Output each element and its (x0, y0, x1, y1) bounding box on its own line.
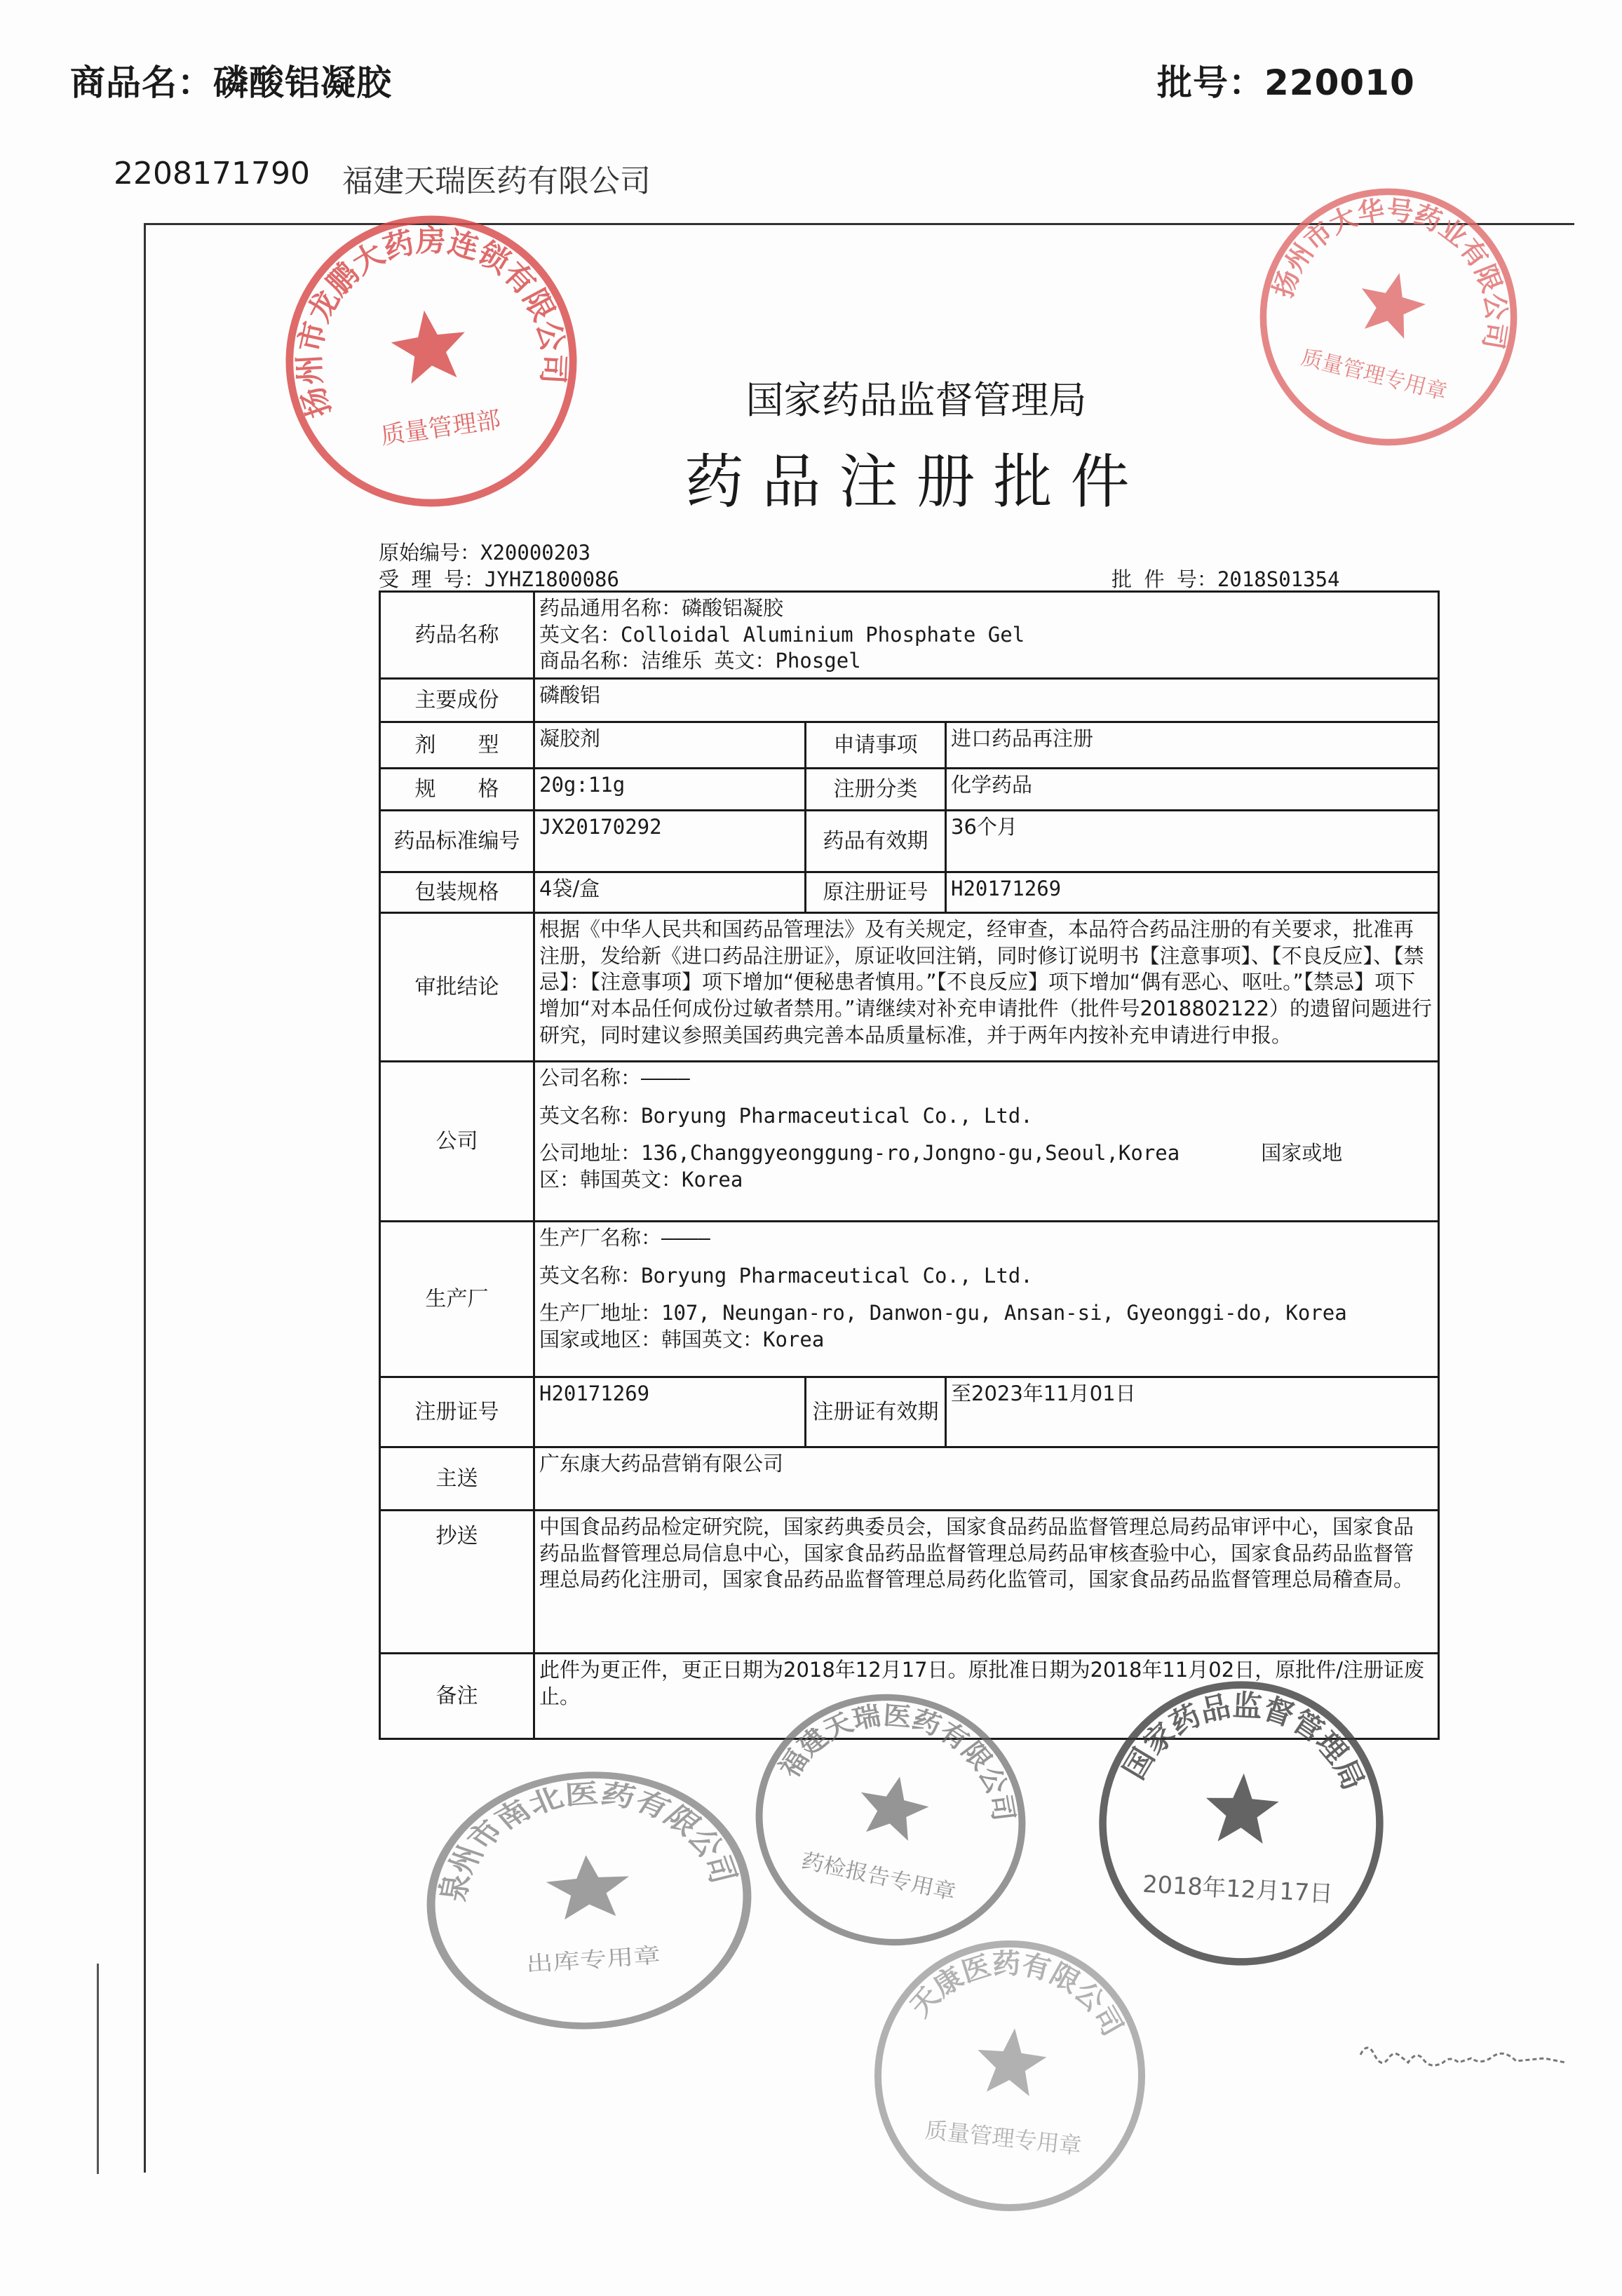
svg-text:国家药品监督管理局: 国家药品监督管理局 (1116, 1687, 1372, 1795)
row-main-recipient (380, 1447, 1439, 1511)
registration-table (379, 590, 1440, 1740)
row-company (380, 1062, 1439, 1222)
reg-category-label: 注册分类 (806, 769, 946, 811)
orig-reg-value: H20171269 (946, 872, 1439, 913)
stamp-outbound (412, 1756, 766, 2046)
stamp-pharma-quality (1227, 156, 1550, 479)
manufacturer-label: 生产厂 (380, 1222, 534, 1377)
original-number: 原始编号：X20000203 (379, 541, 591, 565)
svg-text:福建天瑞医药有限公司: 福建天瑞医药有限公司 (773, 1700, 1020, 1823)
cert-no-label: 注册证号 (380, 1377, 534, 1447)
standard-label: 药品标准编号 (380, 811, 534, 872)
company-label: 公司 (380, 1062, 534, 1222)
cc-value: 中国食品药品检定研究院，国家药典委员会，国家食品药品监督管理总局药品审评中心，国家食品药品监督管理总局信息中心，国家食品药品监督管理总局药品审核查验中心，国家食品药品监督管理总局药化注册司，国家食品药品监督管理总局药化监管司，国家食品药品监督管理总局稽查局。 (534, 1511, 1439, 1654)
approval-number: 批 件 号：2018S01354 (1111, 567, 1340, 591)
validity-value: 36个月 (946, 811, 1439, 872)
svg-text:2018年12月17日: 2018年12月17日 (1142, 1870, 1334, 1907)
conclusion-value: 根据《中华人民共和国药品管理法》及有关规定，经审查，本品符合药品注册的有关要求，批准再注册，发给新《进口药品注册证》，原证收回注销，同时修订说明书【注意事项】、【不良反应】、【禁忌】：【注意事项】项下增加“便秘患者慎用。”【不良反应】项下增加“偶有恶心、呕吐。”【禁忌】项下增加“对本品任何成份过敏者禁用。”请继续对补充申请批件（批件号2018802122）的遗留问题进行研究，同时建议参照美国药典完善本品质量标准，并于两年内按补充申请进行申报。 (534, 913, 1439, 1062)
company-value: 公司名称：———— 英文名称：Boryung Pharmaceutical Co., Ltd. 公司地址：136,Changgyeonggung-ro,Jongno-gu,Seoul,Korea 国家或地 区：韩国英文：Korea (534, 1062, 1439, 1222)
row-remarks (380, 1654, 1439, 1739)
row-manufacturer (380, 1222, 1439, 1377)
svg-text:出库专用章: 出库专用章 (525, 1943, 661, 1978)
svg-text:泉州市南北医药有限公司: 泉州市南北医药有限公司 (433, 1778, 743, 1903)
svg-text:扬州市大华号药业有限公司: 扬州市大华号药业有限公司 (1267, 194, 1513, 352)
manufacturer-value: 生产厂名称：———— 英文名称：Boryung Pharmaceutical Co., Ltd. 生产厂地址：107, Neungan-ro, Danwon-gu, Ansan-si, Gyeonggi-do, Korea 国家或地区：韩国英文：Korea (534, 1222, 1439, 1377)
row-standard (380, 811, 1439, 872)
drug-name-label: 药品名称 (380, 592, 534, 679)
cert-validity-label: 注册证有效期 (806, 1377, 946, 1447)
main-ingredient-value: 磷酸铝 (534, 679, 1439, 722)
conclusion-label: 审批结论 (380, 913, 534, 1062)
issuing-authority: 国家药品监督管理局 (745, 378, 1087, 422)
drug-name-value: 药品通用名称：磷酸铝凝胶 英文名：Colloidal Aluminium Phosphate Gel 商品名称：洁维乐 英文：Phosgel (534, 592, 1439, 679)
main-ingredient-label: 主要成份 (380, 679, 534, 722)
package-value: 4袋/盒 (534, 872, 806, 913)
star-icon (1204, 1771, 1280, 1844)
reg-category-value: 化学药品 (946, 769, 1439, 811)
row-cc (380, 1511, 1439, 1654)
row-cert-no (380, 1377, 1439, 1447)
cert-no-value: H20171269 (534, 1377, 806, 1447)
dosage-form-label: 剂 型 (380, 722, 534, 769)
row-package (380, 872, 1439, 913)
stamp-company (856, 1922, 1164, 2230)
main-recipient-label: 主送 (380, 1447, 534, 1511)
application-label: 申请事项 (806, 722, 946, 769)
document-title: 药品注册批件 (684, 447, 1148, 516)
document-code: 2208171790 (114, 156, 310, 191)
frame-left-line-outer (97, 1964, 99, 2174)
orig-reg-label: 原注册证号 (806, 872, 946, 913)
standard-value: JX20170292 (534, 811, 806, 872)
svg-text:质量管理专用章: 质量管理专用章 (924, 2116, 1083, 2160)
frame-top-line (144, 223, 1574, 225)
signature-scribble (1353, 2027, 1578, 2076)
spec-value: 20g:11g (534, 769, 806, 811)
star-icon (973, 2025, 1049, 2098)
row-conclusion (380, 913, 1439, 1062)
row-main-ingredient (380, 679, 1439, 722)
star-icon (544, 1852, 632, 1920)
batch-number: 批号：220010 (1157, 62, 1415, 103)
supplier-company: 福建天瑞医药有限公司 (342, 163, 651, 199)
cert-validity-value: 至2023年11月01日 (946, 1377, 1439, 1447)
star-icon (853, 1769, 934, 1844)
svg-text:质量管理专用章: 质量管理专用章 (1298, 345, 1449, 405)
cc-label: 抄送 (380, 1511, 534, 1654)
svg-text:扬州市龙鹏大药房连锁有限公司: 扬州市龙鹏大药房连锁有限公司 (292, 223, 572, 422)
row-spec (380, 769, 1439, 811)
acceptance-number: 受 理 号：JYHZ1800086 (379, 567, 619, 591)
product-name: 商品名：磷酸铝凝胶 (70, 62, 392, 103)
remarks-label: 备注 (380, 1654, 534, 1739)
remarks-value: 此件为更正件，更正日期为2018年12月17日。原批准日期为2018年11月02日，原批件/注册证废止。 (534, 1654, 1439, 1739)
spec-label: 规 格 (380, 769, 534, 811)
dosage-form-value: 凝胶剂 (534, 722, 806, 769)
application-value: 进口药品再注册 (946, 722, 1439, 769)
svg-text:天康医药有限公司: 天康医药有限公司 (904, 1947, 1129, 2041)
main-recipient-value: 广东康大药品营销有限公司 (534, 1447, 1439, 1511)
star-icon (1352, 265, 1431, 342)
package-label: 包装规格 (380, 872, 534, 913)
svg-text:质量管理部: 质量管理部 (379, 405, 503, 451)
validity-label: 药品有效期 (806, 811, 946, 872)
row-dosage-form (380, 722, 1439, 769)
row-drug-name (380, 592, 1439, 679)
svg-text:药检报告专用章: 药检报告专用章 (799, 1848, 958, 1905)
